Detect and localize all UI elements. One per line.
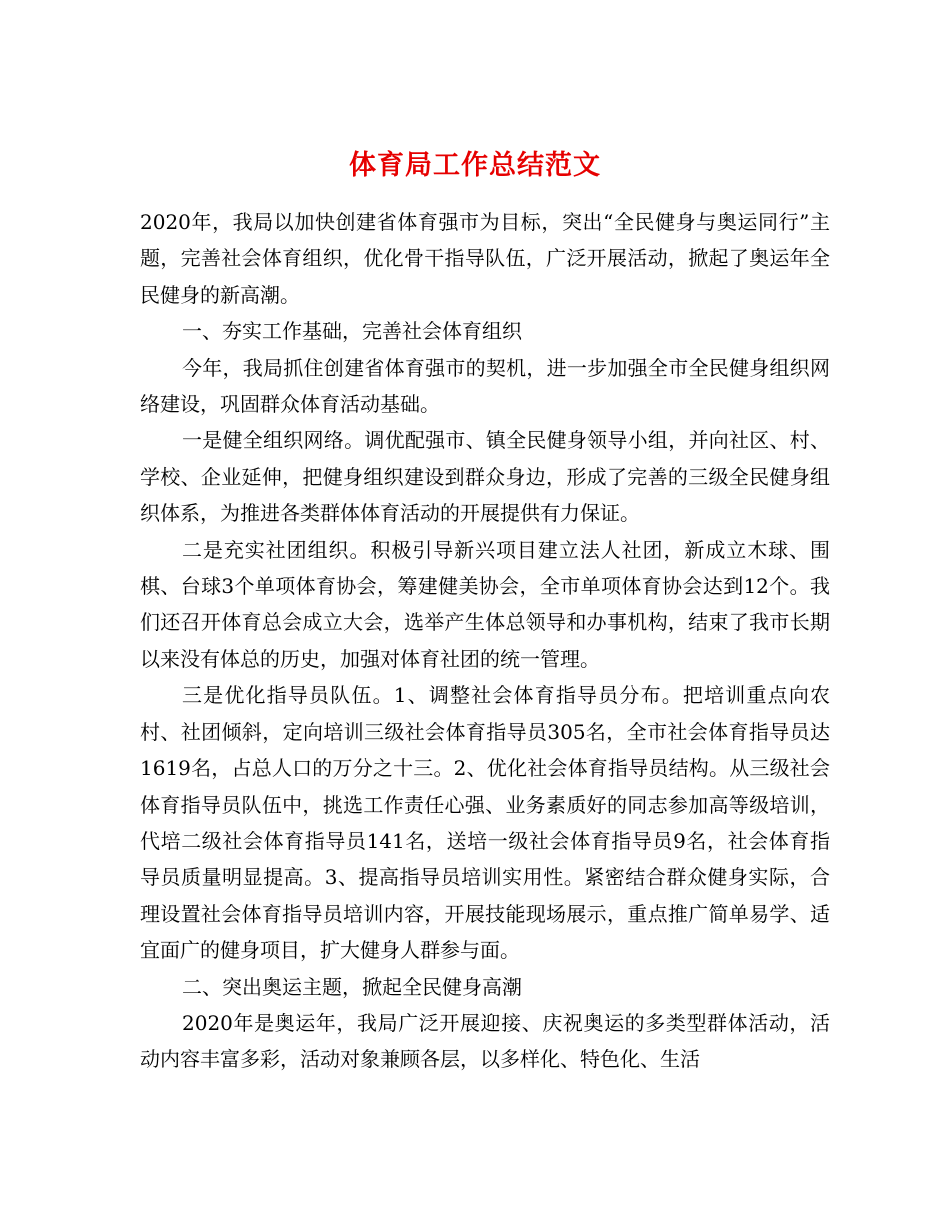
document-title: 体育局工作总结范文 xyxy=(349,150,601,182)
body-paragraph: 一是健全组织网络。调优配强市、镇全民健身领导小组，并向社区、村、学校、企业延伸，把健身组织建设到群众身边，形成了完善的三级全民健身组织体系，为推进各类群体体育活动的开展提供有力保证。 xyxy=(140,428,830,526)
body-paragraph: 今年，我局抓住创建省体育强市的契机，进一步加强全市全民健身组织网络建设，巩固群众体育活动基础。 xyxy=(140,355,830,417)
intro-paragraph: 2020年，我局以加快创建省体育强市为目标，突出“全民健身与奥运同行”主题，完善社会体育组织，优化骨干指导队伍，广泛开展活动，掀起了奥运年全民健身的新高潮。 xyxy=(140,210,830,307)
body-paragraph: 二是充实社团组织。积极引导新兴项目建立法人社团，新成立木球、围棋、台球3个单项体育协会，筹建健美协会，全市单项体育协会达到12个。我们还召开体育总会成立大会，选举产生体总领导和办事机构，结束了我市长期以来没有体总的历史，加强对体育社团的统一管理。 xyxy=(140,537,830,671)
document-body xyxy=(140,204,830,1078)
section-heading-1: 一、夯实工作基础，完善社会体育组织 xyxy=(182,319,522,344)
body-paragraph: 2020年是奥运年，我局广泛开展迎接、庆祝奥运的多类型群体活动，活动内容丰富多彩，活动对象兼顾各层，以多样化、特色化、生活 xyxy=(140,1010,830,1072)
section-heading-2: 二、突出奥运主题，掀起全民健身高潮 xyxy=(182,974,522,999)
body-paragraph: 三是优化指导员队伍。1、调整社会体育指导员分布。把培训重点向农村、社团倾斜，定向培训三级社会体育指导员305名，全市社会体育指导员达1619名，占总人口的万分之十三。2、优化社会体育指导员结构。从三级社会体育指导员队伍中，挑选工作责任心强、业务素质好的同志参加高等级培训，代培二级社会体育指导员141名，送培一级社会体育指导员9名，社会体育指导员质量明显提高。3、提高指导员培训实用性。紧密结合群众健身实际，合理设置社会体育指导员培训内容，开展技能现场展示，重点推广简单易学、适宜面广的健身项目，扩大健身人群参与面。 xyxy=(140,683,830,963)
